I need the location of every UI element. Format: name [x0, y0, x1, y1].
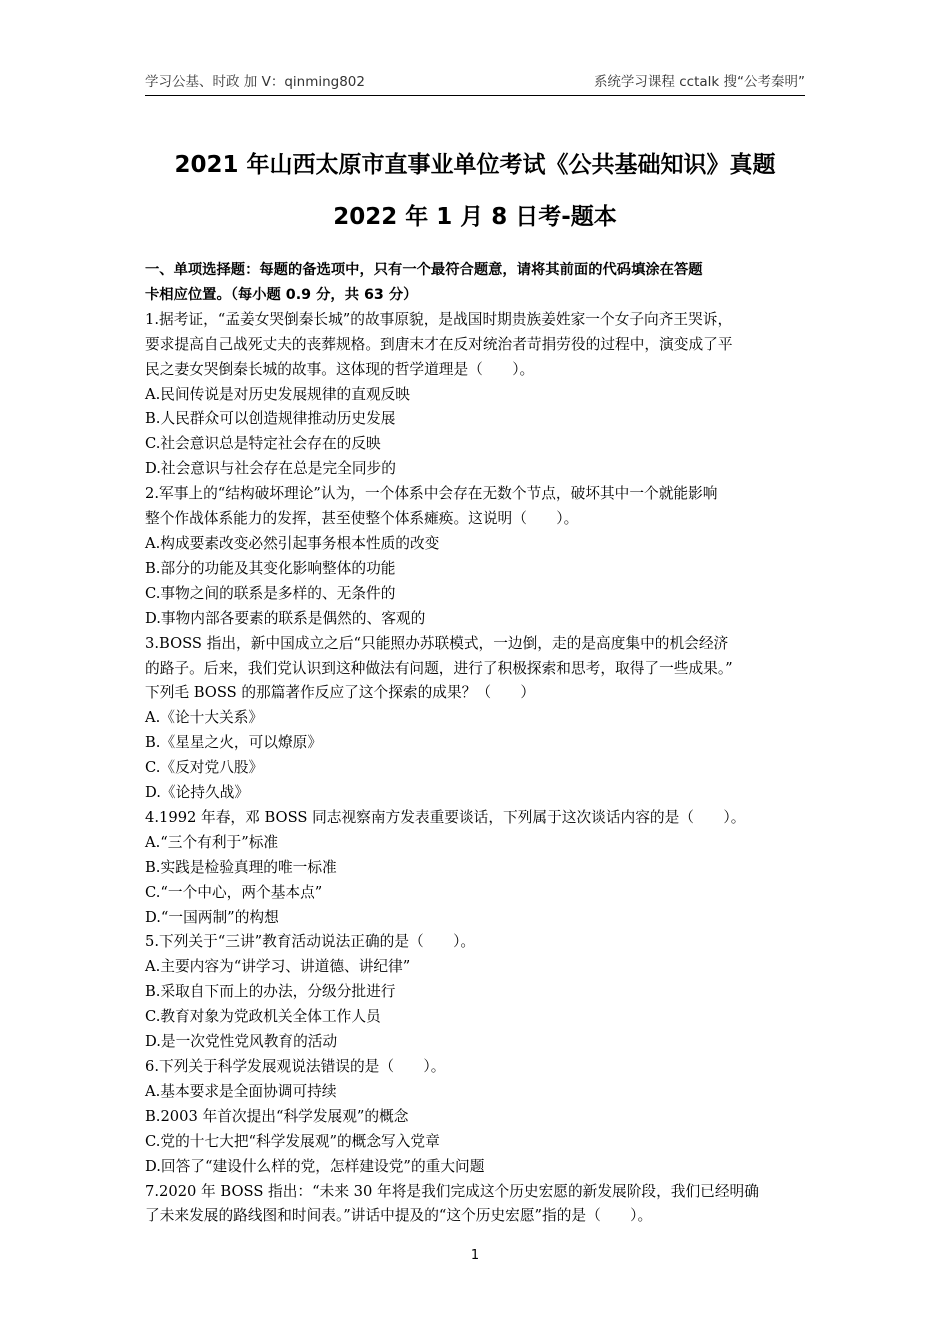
- question-stem: 2.军事上的“结构破坏理论”认为，一个体系中会存在无数个节点，破坏其中一个就能影响: [145, 485, 718, 503]
- option-a: A.民间传说是对历史发展规律的直观反映: [145, 385, 410, 403]
- option-b: B.《星星之火，可以燎原》: [145, 734, 323, 752]
- header-right-text: 系统学习课程 cctalk 搜“公考秦明”: [593, 74, 805, 90]
- option-c: C.“一个中心，两个基本点”: [145, 883, 323, 901]
- option-a: A.主要内容为“讲学习、讲道德、讲纪律”: [145, 958, 411, 976]
- option-c: C.教育对象为党政机关全体工作人员: [145, 1008, 381, 1026]
- option-b: B.部分的功能及其变化影响整体的功能: [145, 559, 396, 577]
- option-b: B.实践是检验真理的唯一标准: [145, 858, 337, 876]
- document-title: 2021 年山西太原市直事业单位考试《公共基础知识》真题: [174, 152, 776, 178]
- question-6: [145, 1055, 808, 1180]
- page-number: 1: [470, 1248, 480, 1263]
- question-5: [145, 930, 808, 1055]
- option-d: D.回答了“建设什么样的党，怎样建设党”的重大问题: [145, 1157, 485, 1175]
- question-stem: 要求提高自己战死丈夫的丧葬规格。到唐末才在反对统治者苛捐劳役的过程中，演变成了平: [145, 335, 733, 353]
- question-stem: 4.1992 年春，邓 BOSS 同志视察南方发表重要谈话，下列属于这次谈话内容的是（ ）。: [145, 808, 746, 826]
- option-d: D.事物内部各要素的联系是偶然的、客观的: [145, 609, 426, 627]
- option-c: C.《反对党八股》: [145, 759, 264, 777]
- question-4: [145, 806, 808, 931]
- option-b: B.2003 年首次提出“科学发展观”的概念: [145, 1107, 409, 1125]
- question-1: [145, 308, 808, 482]
- question-stem: 民之妻女哭倒秦长城的故事。这体现的哲学道理是（ ）。: [145, 360, 535, 378]
- option-c: C.社会意识总是特定社会存在的反映: [145, 435, 381, 453]
- option-d: D.社会意识与社会存在总是完全同步的: [145, 460, 396, 478]
- page-header: [145, 70, 805, 92]
- header-left-text: 学习公基、时政 加 V：qinming802: [145, 74, 365, 90]
- question-2: [145, 482, 808, 631]
- question-stem: 7.2020 年 BOSS 指出：“未来 30 年将是我们完成这个历史宏愿的新发展阶段，我们已经明确: [145, 1182, 759, 1200]
- option-c: C.事物之间的联系是多样的、无条件的: [145, 584, 396, 602]
- option-a: A.《论十大关系》: [145, 709, 264, 727]
- question-stem: 整个作战体系能力的发挥，甚至使整个体系瘫痪。这说明（ ）。: [145, 510, 579, 528]
- document-subtitle: 2022 年 1 月 8 日考-题本: [333, 204, 617, 230]
- question-content: [145, 258, 808, 1229]
- question-stem: 3.BOSS 指出，新中国成立之后“只能照办苏联模式，一边倒，走的是高度集中的机会经济: [145, 634, 729, 652]
- header-divider: [145, 95, 805, 96]
- question-stem: 下列毛 BOSS 的那篇著作反应了这个探索的成果？（ ）: [145, 684, 536, 702]
- option-c: C.党的十七大把“科学发展观”的概念写入党章: [145, 1132, 440, 1150]
- question-stem: 了未来发展的路线图和时间表。”讲话中提及的“这个历史宏愿”指的是（ ）。: [145, 1207, 653, 1225]
- option-d: D.“一国两制”的构想: [145, 908, 279, 926]
- option-d: D.是一次党性党风教育的活动: [145, 1033, 338, 1051]
- question-stem: 的路子。后来，我们党认识到这种做法有问题，进行了积极探索和思考，取得了一些成果。”: [145, 659, 733, 677]
- option-a: A.构成要素改变必然引起事务根本性质的改变: [145, 534, 440, 552]
- option-b: B.人民群众可以创造规律推动历史发展: [145, 410, 396, 428]
- section-heading-line2: 卡相应位置。（每小题 0.9 分，共 63 分）: [145, 286, 418, 303]
- question-stem: 1.据考证，“孟姜女哭倒秦长城”的故事原貌，是战国时期贵族姜姓家一个女子向齐王哭诉，: [145, 310, 733, 328]
- question-stem: 6.下列关于科学发展观说法错误的是（ ）。: [145, 1058, 446, 1075]
- option-b: B.采取自下而上的办法，分级分批进行: [145, 983, 396, 1001]
- question-3: [145, 632, 808, 806]
- section-heading-line1: 一、单项选择题：每题的备选项中，只有一个最符合题意，请将其前面的代码填涂在答题: [145, 262, 703, 278]
- question-stem: 5.下列关于“三讲”教育活动说法正确的是（ ）。: [145, 933, 476, 951]
- option-d: D.《论持久战》: [145, 784, 250, 802]
- option-a: A.基本要求是全面协调可持续: [145, 1082, 337, 1100]
- question-7: [145, 1180, 808, 1230]
- option-a: A.“三个有利于”标准: [145, 833, 279, 851]
